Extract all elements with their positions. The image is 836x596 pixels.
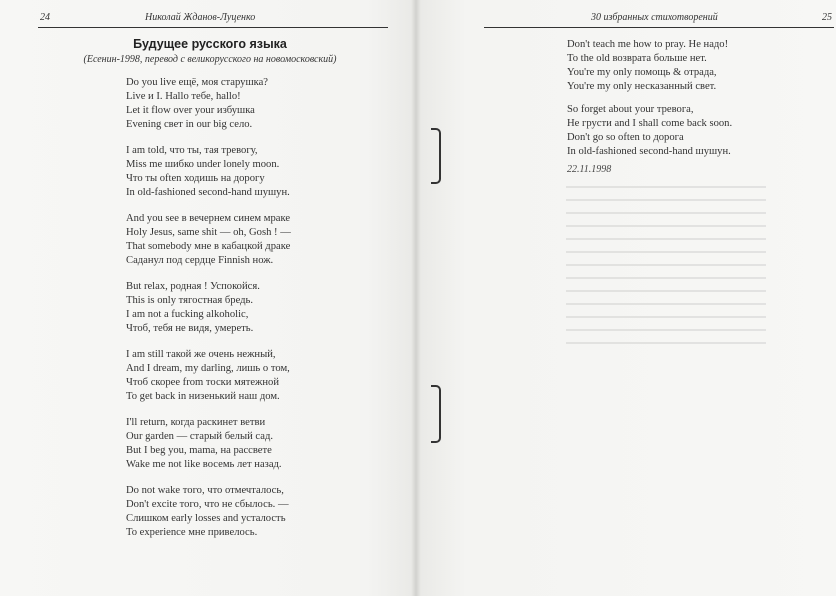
- poem-line: I'll return, когда раскинет ветви: [126, 417, 266, 428]
- poem-line: And I dream, my darling, лишь о том,: [126, 362, 290, 374]
- poem-line: I am told, что ты, тая тревогу,: [126, 145, 258, 156]
- poem-line: To experience мне привелось.: [126, 526, 258, 538]
- stanza: [126, 144, 290, 200]
- poem-line: I am still такой же очень нежный,: [126, 349, 276, 360]
- poem-title: Будущее русского языка: [133, 37, 287, 51]
- stanza: [126, 484, 289, 540]
- poem-line: Don't teach me how to pray. Не надо!: [567, 39, 729, 50]
- staple-bottom: [431, 385, 441, 443]
- stanza: [126, 280, 260, 336]
- poem-line: Чтоб, тебя не видя, умереть.: [126, 322, 254, 334]
- poem-line: Что ты often ходишь на дорогу: [126, 172, 265, 184]
- poem-line: In old-fashioned second-hand шушун.: [567, 145, 731, 157]
- poem-line: Do you live ещё, моя старушка?: [126, 77, 269, 88]
- poem-line: Do not wake того, что отмечталось,: [126, 485, 284, 496]
- poem-line: Саданул под сердце Finnish нож.: [126, 254, 274, 266]
- header-rule-left: [38, 27, 388, 28]
- poem-subtitle: (Есенин-1998, перевод с великорусского на новомосковский): [83, 54, 337, 65]
- poem-line: Holy Jesus, same shit — oh, Gosh ! —: [126, 226, 291, 238]
- poem-line: So forget about your тревога,: [567, 104, 694, 115]
- poem-line: That somebody мне в кабацкой драке: [126, 240, 291, 252]
- poem-line: Live и I. Hallo тебе, hallo!: [126, 90, 241, 102]
- poem-line: But relax, родная ! Успокойся.: [126, 281, 260, 292]
- running-head-right: 30 избранных стихотворений: [591, 12, 718, 23]
- poem-line: You're my only помощь & отрада,: [567, 66, 717, 78]
- stanza: [567, 38, 728, 94]
- poem-line: Don't go so often to дорога: [567, 131, 684, 143]
- page-number-right: 25: [822, 12, 832, 23]
- poem-date: 22.11.1998: [567, 164, 612, 175]
- poem-line: Wake me not like восемь лет назад.: [126, 458, 282, 470]
- poem-line: And you see в вечернем синем мраке: [126, 213, 291, 224]
- poem-line: Не грусти and I shall come back soon.: [567, 117, 733, 129]
- poem-line: Let it flow over your избушка: [126, 104, 255, 116]
- poem-line: Слишком early losses and усталость: [126, 512, 286, 524]
- poem-line: Чтоб скорее from тоски мятежной: [126, 376, 279, 388]
- stanza: [126, 348, 290, 404]
- book-gutter: [411, 0, 421, 596]
- poem-line: Evening свет in our big село.: [126, 118, 253, 130]
- stanza: [126, 416, 282, 472]
- poem-line: To get back in низенький наш дом.: [126, 390, 280, 402]
- stanza: [126, 212, 291, 268]
- stanza: [567, 103, 732, 159]
- poem-line: Miss me шибко under lonely moon.: [126, 158, 280, 170]
- poem-line: You're my only несказанный свет.: [567, 80, 717, 92]
- poem-line: This is only тягостная бредь.: [126, 294, 254, 306]
- staple-top: [431, 128, 441, 184]
- poem-line: To the old возврата больше нет.: [567, 52, 707, 64]
- bleed-through-shadow: [566, 186, 766, 401]
- running-head-left: Николай Жданов-Луценко: [145, 12, 256, 23]
- poem-line: In old-fashioned second-hand шушун.: [126, 186, 290, 198]
- poem-line: I am not a fucking alkoholic,: [126, 308, 249, 320]
- poem-line: Our garden — старый белый сад.: [126, 430, 273, 442]
- stanza: [126, 76, 268, 132]
- header-rule-right: [484, 27, 834, 28]
- left-page: [0, 0, 416, 596]
- poem-line: But I beg you, mama, на рассвете: [126, 444, 272, 456]
- page-number-left: 24: [40, 12, 50, 23]
- poem-line: Don't excite того, что не сбылось. —: [126, 498, 289, 510]
